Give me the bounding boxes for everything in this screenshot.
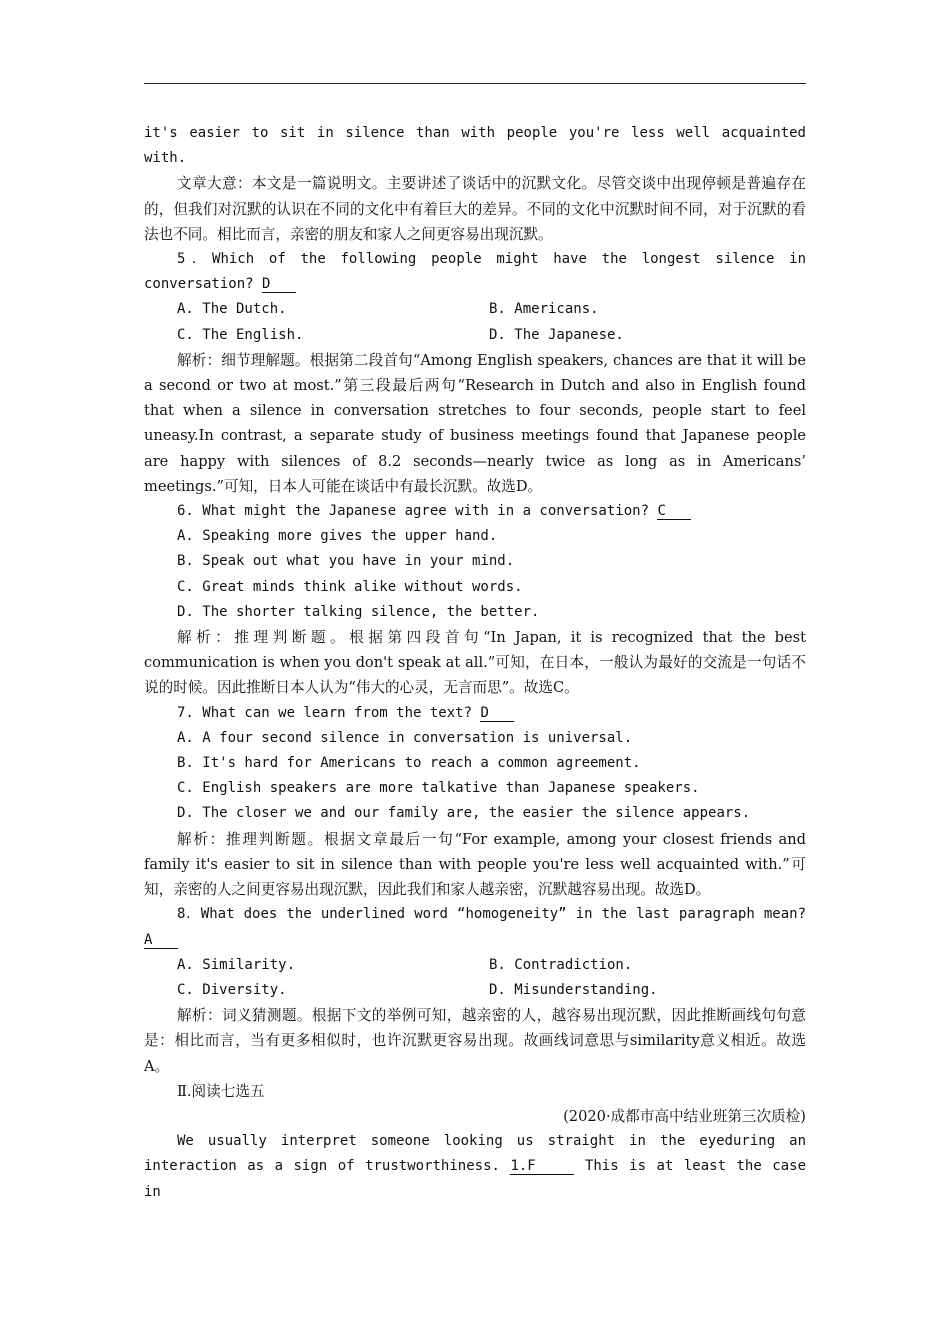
- question-5-option-b: B. Americans.: [489, 301, 599, 318]
- question-7-option-c: C. English speakers are more talkative than Japanese speakers.: [177, 780, 700, 797]
- question-8-options-row-1: [177, 953, 806, 978]
- question-5-stem: [144, 247, 806, 297]
- section-source: (2020·成都市高中结业班第三次质检): [563, 1107, 806, 1125]
- question-6-option-b: B. Speak out what you have in your mind.: [177, 553, 515, 570]
- header-rule: [144, 83, 806, 84]
- question-5-text: 5．Which of the following people might have the longest silence in conversation?: [144, 251, 806, 293]
- question-8-option-a: A. Similarity.: [177, 956, 296, 973]
- passage-end: it's easier to sit in silence than with people you're less well acquainted with.: [144, 125, 806, 167]
- question-6-option-d: D. The shorter talking silence, the better.: [177, 603, 540, 620]
- article-summary: 文章大意：本文是一篇说明文。主要讲述了谈话中的沉默文化。尽管交谈中出现停顿是普遍存在的，但我们对沉默的认识在不同的文化中有着巨大的差异。不同的文化中沉默时间不同，对于沉默的看法也不同。相比而言，亲密的朋友和家人之间更容易出现沉默。: [144, 175, 806, 243]
- question-8-analysis: 解析：词义猜测题。根据下文的举例可知，越亲密的人，越容易出现沉默，因此推断画线句句意是：相比而言，当有更多相似时，也许沉默更容易出现。故画线词意思与similarity意义相近。故选A。: [144, 1007, 806, 1075]
- question-7-text: 7. What can we learn from the text?: [177, 704, 473, 721]
- question-7-stem: [144, 701, 806, 726]
- question-6-option-a: A. Speaking more gives the upper hand.: [177, 528, 498, 545]
- question-8-options-row-2: [177, 978, 806, 1003]
- question-7-answer: D: [480, 705, 514, 722]
- question-6-analysis: 解析：推理判断题。根据第四段首句“In Japan, it is recognized that the best communication is when you don't speak at all.”可知，在日本，一般认为最好的交流是一句话不说的时候。因此推断日本人认为“伟大的心灵，无言而思”。故选C。: [144, 629, 806, 697]
- section-passage-text-after: This is at least the case in: [144, 1158, 807, 1200]
- section-passage: [144, 1129, 806, 1205]
- page-body: [144, 121, 806, 1205]
- question-8-text: 8．What does the underlined word “homogeneity” in the last paragraph mean?: [177, 906, 806, 923]
- question-6-stem: [144, 499, 806, 524]
- question-7-option-a: A. A four second silence in conversation is universal.: [177, 729, 633, 746]
- question-5-options-row-2: [177, 323, 806, 348]
- question-6-text: 6. What might the Japanese agree with in a conversation?: [177, 503, 650, 520]
- question-6-answer: C: [657, 503, 691, 520]
- question-5-options-row-1: [177, 297, 806, 322]
- question-8-option-d: D. Misunderstanding.: [489, 981, 658, 998]
- question-7-option-b: B. It's hard for Americans to reach a common agreement.: [177, 755, 641, 772]
- question-8-option-c: C. Diversity.: [177, 981, 287, 998]
- question-8-stem: [144, 902, 806, 952]
- question-8-answer: A: [144, 932, 178, 949]
- question-5-option-a: A. The Dutch.: [177, 301, 287, 318]
- question-8-option-b: B. Contradiction.: [489, 956, 633, 973]
- question-7-option-d: D. The closer we and our family are, the easier the silence appears.: [177, 805, 751, 822]
- question-5-analysis: 解析：细节理解题。根据第二段首句“Among English speakers, chances are that it will be a second or two at most.”第三段最后两句“Research in Dutch and also in English found that when a silence in conversation stretches to four seconds, people start to feel uneasy.In contrast, a separate study of business meetings found that Japanese people are happy with silences of 8.2 seconds—nearly twice as long as in Americans’ meetings.”可知，日本人可能在谈话中有最长沉默。故选D。: [144, 351, 806, 495]
- question-5-option-c: C. The English.: [177, 326, 304, 343]
- question-5-answer: D: [262, 276, 296, 293]
- question-6-option-c: C. Great minds think alike without words.: [177, 578, 523, 595]
- section-heading: Ⅱ.阅读七选五: [177, 1082, 265, 1100]
- question-5-option-d: D. The Japanese.: [489, 326, 624, 343]
- section-passage-blank-1: 1.F: [510, 1158, 574, 1175]
- section-passage-text-before: We usually interpret someone looking us straight in the eyeduring an interaction as a sign of trustworthiness.: [144, 1133, 806, 1175]
- question-7-analysis: 解析：推理判断题。根据文章最后一句“For example, among your closest friends and family it's easier to sit in silence than with people you're less well acquainted with.”可知，亲密的人之间更容易出现沉默，因此我们和家人越亲密，沉默越容易出现。故选D。: [144, 830, 806, 899]
